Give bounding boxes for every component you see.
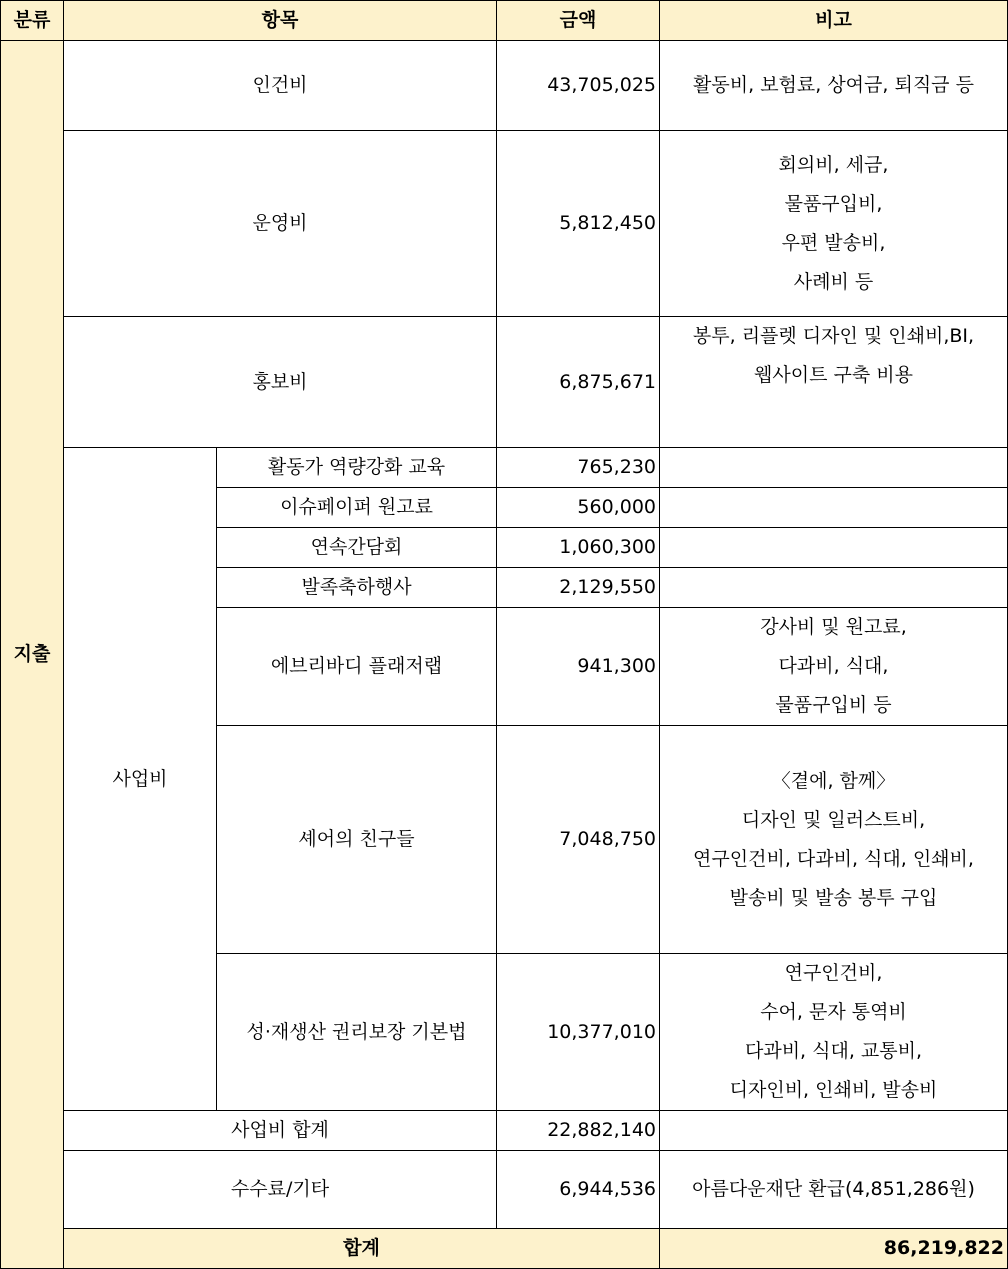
category-expense: 지출 [1, 41, 64, 1269]
project-item-name: 셰어의 친구들 [217, 726, 497, 954]
project-item-name: 이슈페이퍼 원고료 [217, 488, 497, 528]
project-item-amount: 560,000 [497, 488, 660, 528]
note-line: 연구인건비, 다과비, 식대, 인쇄비, [693, 847, 974, 870]
note-promotion [660, 317, 1008, 448]
project-label: 사업비 [64, 448, 217, 1111]
project-item-note [660, 528, 1008, 568]
table-row-project-subtotal [1, 1111, 1008, 1151]
table-row-promotion [1, 317, 1008, 448]
subtotal-note [660, 1111, 1008, 1151]
note-line: 연구인건비, [784, 962, 883, 984]
table-row-fees [1, 1151, 1008, 1229]
project-item-note [660, 608, 1008, 726]
note-line: 물품구입비 등 [775, 694, 892, 716]
project-item-amount: 7,048,750 [497, 726, 660, 954]
note-line: 〈곁에, 함께〉 [771, 769, 896, 792]
note-line: 웹사이트 구축 비용 [754, 364, 913, 386]
amount-fees: 6,944,536 [497, 1151, 660, 1229]
project-item-note [660, 488, 1008, 528]
table-row-total [1, 1229, 1008, 1269]
note-line: 발송비 및 발송 봉투 구입 [729, 886, 938, 909]
note-line: 수어, 문자 통역비 [760, 1001, 907, 1023]
project-item-name: 에브리바디 플래저랩 [217, 608, 497, 726]
amount-operating: 5,812,450 [497, 131, 660, 317]
note-line: 봉투, 리플렛 디자인 및 인쇄비,BI, [692, 325, 975, 347]
note-line: 다과비, 식대, 교통비, [744, 1040, 923, 1062]
table-row-project-1 [1, 448, 1008, 488]
project-item-note [660, 568, 1008, 608]
total-label: 합계 [64, 1229, 660, 1269]
note-line: 디자인 및 일러스트비, [741, 808, 926, 831]
total-amount: 86,219,822 [660, 1229, 1008, 1269]
item-personnel: 인건비 [64, 41, 497, 131]
note-personnel [660, 41, 1008, 131]
project-item-note [660, 954, 1008, 1111]
project-item-note [660, 726, 1008, 954]
amount-personnel: 43,705,025 [497, 41, 660, 131]
header-note: 비고 [660, 1, 1008, 41]
amount-promotion: 6,875,671 [497, 317, 660, 448]
note-line: 사례비 등 [793, 270, 874, 293]
note-line: 다과비, 식대, [778, 655, 889, 677]
note-line: 회의비, 세금, [778, 153, 889, 176]
project-item-amount: 1,060,300 [497, 528, 660, 568]
project-item-name: 연속간담회 [217, 528, 497, 568]
project-item-note [660, 448, 1008, 488]
project-item-amount: 765,230 [497, 448, 660, 488]
project-item-name: 발족축하행사 [217, 568, 497, 608]
subtotal-label: 사업비 합계 [64, 1111, 497, 1151]
project-item-amount: 10,377,010 [497, 954, 660, 1111]
project-item-amount: 941,300 [497, 608, 660, 726]
note-line: 활동비, 보험료, 상여금, 퇴직금 등 [693, 74, 974, 96]
table-row-personnel [1, 41, 1008, 131]
note-operating [660, 131, 1008, 317]
header-row [1, 1, 1008, 41]
header-amount: 금액 [497, 1, 660, 41]
table-row-operating [1, 131, 1008, 317]
note-line: 디자인비, 인쇄비, 발송비 [729, 1079, 938, 1101]
header-item: 항목 [64, 1, 497, 41]
note-line: 물품구입비, [784, 192, 883, 215]
project-item-name: 활동가 역량강화 교육 [217, 448, 497, 488]
subtotal-amount: 22,882,140 [497, 1111, 660, 1151]
note-line: 우편 발송비, [781, 231, 886, 254]
item-promotion: 홍보비 [64, 317, 497, 448]
item-operating: 운영비 [64, 131, 497, 317]
header-category: 분류 [1, 1, 64, 41]
note-fees: 아름다운재단 환급(4,851,286원) [660, 1151, 1008, 1229]
note-line: 강사비 및 원고료, [760, 616, 907, 638]
item-fees: 수수료/기타 [64, 1151, 497, 1229]
project-item-name: 성·재생산 권리보장 기본법 [217, 954, 497, 1111]
project-item-amount: 2,129,550 [497, 568, 660, 608]
